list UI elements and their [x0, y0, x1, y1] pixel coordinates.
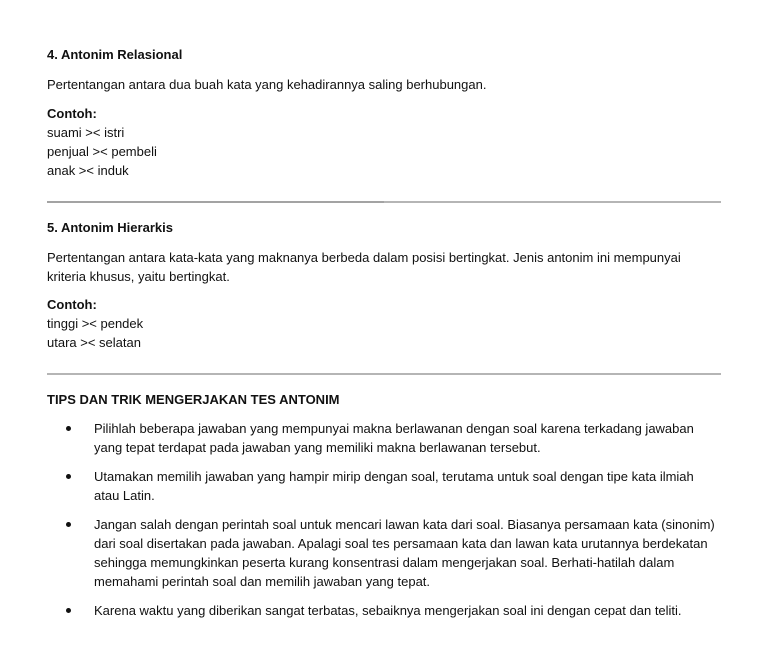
example-item: penjual >< pembeli	[47, 144, 157, 159]
example-list	[47, 314, 143, 352]
example-item: utara >< selatan	[47, 335, 141, 350]
tips-list-item	[47, 515, 721, 591]
section-divider	[47, 201, 721, 203]
bullet-icon	[66, 608, 71, 613]
bullet-icon	[66, 426, 71, 431]
bullet-icon	[66, 474, 71, 479]
section-description-antonim-hierarkis: Pertentangan antara kata-kata yang maknanya berbeda dalam posisi bertingkat. Jenis antonim ini mempunyai kriteria khusus, yaitu bertingkat.	[47, 250, 681, 284]
contoh-label: Contoh:	[47, 297, 97, 312]
bullet-icon	[66, 522, 71, 527]
tips-title: TIPS DAN TRIK MENGERJAKAN TES ANTONIM	[47, 392, 340, 407]
tips-list-item	[47, 419, 721, 457]
tips-list	[47, 419, 721, 630]
section-description-antonim-relasional: Pertentangan antara dua buah kata yang kehadirannya saling berhubungan.	[47, 77, 487, 92]
tips-list-item	[47, 467, 721, 505]
section-title-antonim-hierarkis: 5. Antonim Hierarkis	[47, 220, 173, 235]
tips-item-text: Karena waktu yang diberikan sangat terbatas, sebaiknya mengerjakan soal ini dengan cepat dan teliti.	[94, 603, 682, 618]
example-item: tinggi >< pendek	[47, 316, 144, 331]
section-divider	[47, 373, 721, 375]
tips-item-text: Utamakan memilih jawaban yang hampir mirip dengan soal, terutama untuk soal dengan tipe kata ilmiah atau Latin.	[94, 469, 694, 503]
section-title-antonim-relasional: 4. Antonim Relasional	[47, 47, 183, 62]
example-item: suami >< istri	[47, 125, 125, 140]
example-item: anak >< induk	[47, 163, 129, 178]
contoh-label: Contoh:	[47, 106, 97, 121]
tips-item-text: Pilihlah beberapa jawaban yang mempunyai makna berlawanan dengan soal karena terkadang jawaban yang tepat terdapat pada jawaban yang memiliki makna berlawanan tersebut.	[94, 421, 694, 455]
tips-item-text: Jangan salah dengan perintah soal untuk mencari lawan kata dari soal. Biasanya persamaan kata (sinonim) dari soal disertakan pada jawaban. Apalagi soal tes persamaan kata dan lawan kata urutannya berdekatan sehingga memungkinkan peserta kurang konsentrasi dalam mengerjakan soal. Berhati-hatilah dalam memahami perintah soal dan memilih jawaban yang tepat.	[94, 517, 715, 589]
example-list	[47, 123, 157, 180]
tips-list-item	[47, 601, 721, 620]
